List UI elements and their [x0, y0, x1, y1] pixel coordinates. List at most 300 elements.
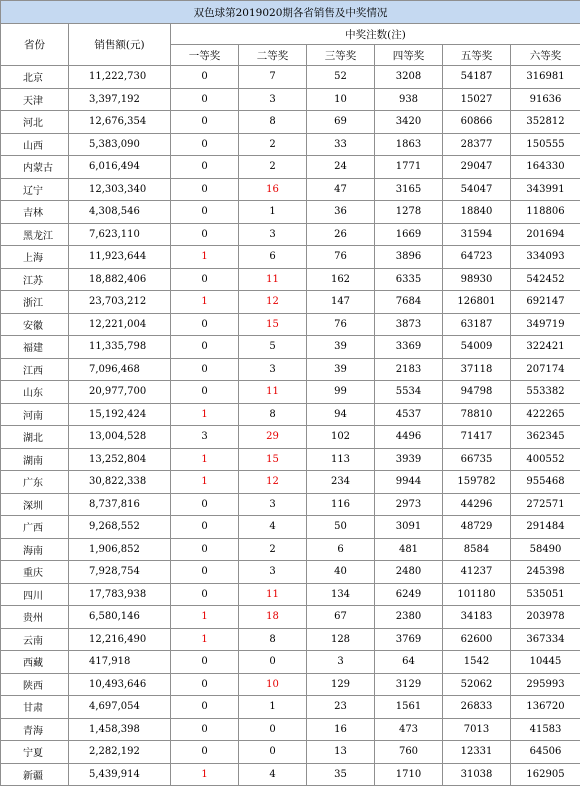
table-row [1, 381, 580, 404]
cell-prize-5: 54009 [443, 336, 511, 359]
table-title: 双色球第2019020期各省销售及中奖情况 [1, 1, 580, 24]
cell-sales: 11,335,798 [69, 336, 171, 359]
cell-prize-6: 91636 [511, 88, 580, 111]
table-row [1, 223, 580, 246]
cell-prize-1: 0 [171, 696, 239, 719]
cell-sales: 17,783,938 [69, 583, 171, 606]
cell-prize-2: 15 [239, 313, 307, 336]
cell-prize-6: 272571 [511, 493, 580, 516]
cell-prize-1: 0 [171, 673, 239, 696]
cell-prize-4: 4537 [375, 403, 443, 426]
table-row [1, 471, 580, 494]
cell-prize-5: 64723 [443, 246, 511, 269]
cell-sales: 20,977,700 [69, 381, 171, 404]
cell-prize-1: 0 [171, 268, 239, 291]
cell-province: 河北 [1, 111, 69, 134]
cell-sales: 9,268,552 [69, 516, 171, 539]
cell-prize-3: 16 [307, 718, 375, 741]
cell-prize-6: 207174 [511, 358, 580, 381]
cell-prize-6: 316981 [511, 66, 580, 89]
cell-sales: 15,192,424 [69, 403, 171, 426]
cell-prize-2: 8 [239, 628, 307, 651]
cell-prize-6: 150555 [511, 133, 580, 156]
cell-prize-5: 41237 [443, 561, 511, 584]
cell-sales: 1,458,398 [69, 718, 171, 741]
cell-prize-1: 3 [171, 426, 239, 449]
cell-prize-5: 15027 [443, 88, 511, 111]
cell-prize-4: 3896 [375, 246, 443, 269]
cell-prize-5: 159782 [443, 471, 511, 494]
cell-prize-2: 11 [239, 268, 307, 291]
cell-prize-2: 1 [239, 201, 307, 224]
cell-prize-3: 94 [307, 403, 375, 426]
cell-prize-2: 4 [239, 763, 307, 786]
table-row [1, 336, 580, 359]
cell-province: 吉林 [1, 201, 69, 224]
cell-prize-4: 3165 [375, 178, 443, 201]
cell-prize-5: 12331 [443, 741, 511, 764]
cell-prize-6: 535051 [511, 583, 580, 606]
cell-province: 山西 [1, 133, 69, 156]
cell-prize-1: 0 [171, 358, 239, 381]
cell-prize-2: 29 [239, 426, 307, 449]
table-row [1, 628, 580, 651]
cell-prize-1: 1 [171, 471, 239, 494]
cell-prize-3: 76 [307, 313, 375, 336]
cell-prize-1: 0 [171, 156, 239, 179]
cell-prize-1: 0 [171, 583, 239, 606]
cell-province: 安徽 [1, 313, 69, 336]
cell-prize-2: 5 [239, 336, 307, 359]
cell-sales: 4,308,546 [69, 201, 171, 224]
cell-province: 广东 [1, 471, 69, 494]
cell-prize-2: 0 [239, 718, 307, 741]
cell-prize-2: 0 [239, 651, 307, 674]
cell-prize-4: 3369 [375, 336, 443, 359]
cell-prize-3: 102 [307, 426, 375, 449]
cell-prize-1: 0 [171, 66, 239, 89]
cell-prize-3: 13 [307, 741, 375, 764]
cell-prize-4: 3420 [375, 111, 443, 134]
cell-sales: 11,222,730 [69, 66, 171, 89]
table-row [1, 583, 580, 606]
cell-prize-2: 11 [239, 583, 307, 606]
cell-prize-4: 3208 [375, 66, 443, 89]
cell-prize-1: 0 [171, 741, 239, 764]
cell-prize-6: 136720 [511, 696, 580, 719]
cell-prize-4: 2183 [375, 358, 443, 381]
cell-prize-3: 162 [307, 268, 375, 291]
cell-prize-2: 18 [239, 606, 307, 629]
table-row [1, 111, 580, 134]
cell-prize-6: 245398 [511, 561, 580, 584]
cell-prize-5: 48729 [443, 516, 511, 539]
cell-province: 北京 [1, 66, 69, 89]
cell-prize-3: 6 [307, 538, 375, 561]
cell-province: 广西 [1, 516, 69, 539]
cell-prize-4: 1669 [375, 223, 443, 246]
cell-province: 山东 [1, 381, 69, 404]
cell-prize-4: 473 [375, 718, 443, 741]
cell-prize-5: 71417 [443, 426, 511, 449]
table-row [1, 66, 580, 89]
cell-prize-5: 18840 [443, 201, 511, 224]
cell-prize-5: 34183 [443, 606, 511, 629]
cell-province: 贵州 [1, 606, 69, 629]
cell-sales: 12,676,354 [69, 111, 171, 134]
cell-prize-4: 5534 [375, 381, 443, 404]
cell-prize-1: 0 [171, 381, 239, 404]
cell-prize-6: 349719 [511, 313, 580, 336]
header-prize-4: 四等奖 [375, 45, 443, 66]
cell-prize-4: 1561 [375, 696, 443, 719]
cell-prize-3: 33 [307, 133, 375, 156]
table-row [1, 313, 580, 336]
cell-prize-3: 24 [307, 156, 375, 179]
table-row [1, 246, 580, 269]
cell-sales: 11,923,644 [69, 246, 171, 269]
cell-prize-5: 52062 [443, 673, 511, 696]
cell-prize-4: 7684 [375, 291, 443, 314]
header-winners-group: 中奖注数(注) [171, 24, 580, 45]
cell-province: 天津 [1, 88, 69, 111]
cell-prize-3: 67 [307, 606, 375, 629]
cell-prize-5: 29047 [443, 156, 511, 179]
table-body [1, 66, 580, 786]
cell-sales: 3,397,192 [69, 88, 171, 111]
table-row [1, 268, 580, 291]
cell-prize-6: 343991 [511, 178, 580, 201]
cell-province: 深圳 [1, 493, 69, 516]
table-row [1, 741, 580, 764]
table-row [1, 201, 580, 224]
cell-prize-5: 60866 [443, 111, 511, 134]
header-row-1 [1, 24, 580, 45]
cell-prize-5: 7013 [443, 718, 511, 741]
cell-prize-1: 0 [171, 516, 239, 539]
cell-prize-4: 3769 [375, 628, 443, 651]
header-prize-1: 一等奖 [171, 45, 239, 66]
cell-prize-4: 3939 [375, 448, 443, 471]
cell-prize-1: 1 [171, 628, 239, 651]
table-row [1, 606, 580, 629]
cell-prize-6: 553382 [511, 381, 580, 404]
cell-prize-4: 938 [375, 88, 443, 111]
cell-prize-3: 69 [307, 111, 375, 134]
cell-prize-6: 692147 [511, 291, 580, 314]
cell-prize-3: 134 [307, 583, 375, 606]
cell-prize-1: 1 [171, 448, 239, 471]
cell-prize-2: 12 [239, 291, 307, 314]
cell-prize-1: 0 [171, 88, 239, 111]
cell-prize-3: 147 [307, 291, 375, 314]
cell-prize-6: 334093 [511, 246, 580, 269]
cell-prize-3: 39 [307, 358, 375, 381]
table-row [1, 718, 580, 741]
cell-sales: 12,303,340 [69, 178, 171, 201]
cell-prize-4: 1278 [375, 201, 443, 224]
cell-prize-5: 62600 [443, 628, 511, 651]
cell-prize-6: 58490 [511, 538, 580, 561]
cell-sales: 12,216,490 [69, 628, 171, 651]
cell-sales: 12,221,004 [69, 313, 171, 336]
cell-sales: 30,822,338 [69, 471, 171, 494]
cell-prize-3: 36 [307, 201, 375, 224]
cell-sales: 4,697,054 [69, 696, 171, 719]
table-row [1, 763, 580, 786]
cell-prize-1: 0 [171, 538, 239, 561]
table-row [1, 291, 580, 314]
cell-prize-4: 2973 [375, 493, 443, 516]
cell-prize-3: 234 [307, 471, 375, 494]
cell-province: 湖北 [1, 426, 69, 449]
cell-sales: 18,882,406 [69, 268, 171, 291]
cell-province: 河南 [1, 403, 69, 426]
cell-prize-1: 0 [171, 133, 239, 156]
cell-province: 陕西 [1, 673, 69, 696]
cell-province: 上海 [1, 246, 69, 269]
cell-prize-6: 542452 [511, 268, 580, 291]
cell-prize-5: 26833 [443, 696, 511, 719]
cell-prize-4: 3873 [375, 313, 443, 336]
cell-prize-3: 128 [307, 628, 375, 651]
cell-prize-5: 1542 [443, 651, 511, 674]
table-row [1, 426, 580, 449]
header-sales: 销售额(元) [69, 24, 171, 66]
cell-prize-5: 54187 [443, 66, 511, 89]
cell-prize-2: 7 [239, 66, 307, 89]
cell-prize-4: 9944 [375, 471, 443, 494]
cell-prize-1: 1 [171, 606, 239, 629]
cell-prize-6: 400552 [511, 448, 580, 471]
cell-prize-5: 31594 [443, 223, 511, 246]
cell-province: 宁夏 [1, 741, 69, 764]
cell-prize-5: 98930 [443, 268, 511, 291]
cell-province: 黑龙江 [1, 223, 69, 246]
cell-prize-2: 2 [239, 156, 307, 179]
cell-prize-6: 118806 [511, 201, 580, 224]
cell-sales: 13,004,528 [69, 426, 171, 449]
cell-prize-2: 8 [239, 111, 307, 134]
cell-prize-6: 164330 [511, 156, 580, 179]
cell-prize-6: 352812 [511, 111, 580, 134]
cell-prize-1: 0 [171, 223, 239, 246]
cell-prize-2: 2 [239, 133, 307, 156]
cell-prize-3: 99 [307, 381, 375, 404]
cell-prize-5: 126801 [443, 291, 511, 314]
cell-prize-2: 3 [239, 561, 307, 584]
cell-prize-5: 54047 [443, 178, 511, 201]
table-row [1, 448, 580, 471]
cell-prize-5: 94798 [443, 381, 511, 404]
table-row [1, 673, 580, 696]
cell-prize-6: 367334 [511, 628, 580, 651]
table-row [1, 133, 580, 156]
cell-prize-1: 0 [171, 493, 239, 516]
cell-prize-1: 1 [171, 403, 239, 426]
cell-prize-1: 1 [171, 246, 239, 269]
cell-sales: 5,439,914 [69, 763, 171, 786]
cell-prize-3: 113 [307, 448, 375, 471]
cell-prize-4: 481 [375, 538, 443, 561]
cell-prize-4: 1863 [375, 133, 443, 156]
cell-prize-5: 37118 [443, 358, 511, 381]
cell-prize-4: 6335 [375, 268, 443, 291]
cell-prize-6: 162905 [511, 763, 580, 786]
cell-prize-3: 129 [307, 673, 375, 696]
cell-prize-1: 0 [171, 718, 239, 741]
cell-prize-4: 760 [375, 741, 443, 764]
cell-prize-4: 6249 [375, 583, 443, 606]
cell-sales: 8,737,816 [69, 493, 171, 516]
cell-prize-6: 295993 [511, 673, 580, 696]
cell-prize-5: 31038 [443, 763, 511, 786]
cell-province: 新疆 [1, 763, 69, 786]
cell-prize-5: 44296 [443, 493, 511, 516]
cell-province: 江苏 [1, 268, 69, 291]
cell-prize-2: 16 [239, 178, 307, 201]
cell-province: 甘肃 [1, 696, 69, 719]
cell-prize-2: 8 [239, 403, 307, 426]
cell-prize-3: 52 [307, 66, 375, 89]
cell-prize-4: 1710 [375, 763, 443, 786]
cell-prize-6: 322421 [511, 336, 580, 359]
cell-prize-2: 12 [239, 471, 307, 494]
cell-province: 辽宁 [1, 178, 69, 201]
table-row [1, 561, 580, 584]
cell-sales: 5,383,090 [69, 133, 171, 156]
cell-prize-6: 64506 [511, 741, 580, 764]
cell-prize-2: 10 [239, 673, 307, 696]
cell-prize-2: 3 [239, 88, 307, 111]
table-row [1, 358, 580, 381]
cell-prize-3: 116 [307, 493, 375, 516]
cell-sales: 7,623,110 [69, 223, 171, 246]
cell-prize-4: 64 [375, 651, 443, 674]
cell-prize-1: 0 [171, 336, 239, 359]
header-prize-3: 三等奖 [307, 45, 375, 66]
cell-sales: 417,918 [69, 651, 171, 674]
cell-prize-3: 39 [307, 336, 375, 359]
header-province: 省份 [1, 24, 69, 66]
cell-prize-4: 4496 [375, 426, 443, 449]
cell-sales: 13,252,804 [69, 448, 171, 471]
cell-prize-2: 3 [239, 493, 307, 516]
cell-sales: 10,493,646 [69, 673, 171, 696]
cell-prize-3: 50 [307, 516, 375, 539]
table-row [1, 178, 580, 201]
cell-prize-1: 0 [171, 111, 239, 134]
cell-prize-3: 23 [307, 696, 375, 719]
cell-prize-4: 2480 [375, 561, 443, 584]
cell-prize-6: 10445 [511, 651, 580, 674]
cell-prize-1: 0 [171, 313, 239, 336]
cell-prize-5: 101180 [443, 583, 511, 606]
cell-sales: 2,282,192 [69, 741, 171, 764]
cell-prize-6: 422265 [511, 403, 580, 426]
cell-prize-2: 1 [239, 696, 307, 719]
cell-province: 重庆 [1, 561, 69, 584]
cell-prize-2: 11 [239, 381, 307, 404]
cell-sales: 1,906,852 [69, 538, 171, 561]
header-prize-2: 二等奖 [239, 45, 307, 66]
cell-province: 海南 [1, 538, 69, 561]
cell-prize-1: 0 [171, 178, 239, 201]
cell-prize-4: 1771 [375, 156, 443, 179]
table-title-row [1, 1, 580, 24]
cell-sales: 6,580,146 [69, 606, 171, 629]
cell-prize-2: 0 [239, 741, 307, 764]
cell-prize-1: 1 [171, 291, 239, 314]
cell-prize-6: 203978 [511, 606, 580, 629]
cell-prize-5: 78810 [443, 403, 511, 426]
cell-prize-6: 362345 [511, 426, 580, 449]
cell-province: 内蒙古 [1, 156, 69, 179]
cell-prize-2: 3 [239, 223, 307, 246]
cell-prize-2: 15 [239, 448, 307, 471]
header-prize-6: 六等奖 [511, 45, 580, 66]
cell-prize-1: 1 [171, 763, 239, 786]
cell-prize-5: 28377 [443, 133, 511, 156]
cell-prize-6: 291484 [511, 516, 580, 539]
table-row [1, 696, 580, 719]
cell-province: 云南 [1, 628, 69, 651]
table-row [1, 88, 580, 111]
cell-prize-5: 63187 [443, 313, 511, 336]
cell-prize-1: 0 [171, 561, 239, 584]
cell-province: 四川 [1, 583, 69, 606]
cell-prize-3: 76 [307, 246, 375, 269]
cell-prize-3: 26 [307, 223, 375, 246]
cell-prize-1: 0 [171, 651, 239, 674]
cell-prize-1: 0 [171, 201, 239, 224]
cell-prize-5: 8584 [443, 538, 511, 561]
header-prize-5: 五等奖 [443, 45, 511, 66]
cell-prize-6: 201694 [511, 223, 580, 246]
cell-province: 青海 [1, 718, 69, 741]
cell-prize-4: 3091 [375, 516, 443, 539]
cell-sales: 6,016,494 [69, 156, 171, 179]
cell-province: 西藏 [1, 651, 69, 674]
cell-prize-4: 3129 [375, 673, 443, 696]
table-row [1, 516, 580, 539]
cell-prize-3: 40 [307, 561, 375, 584]
cell-sales: 23,703,212 [69, 291, 171, 314]
cell-prize-6: 41583 [511, 718, 580, 741]
cell-prize-3: 10 [307, 88, 375, 111]
table-row [1, 403, 580, 426]
table-row [1, 538, 580, 561]
cell-sales: 7,096,468 [69, 358, 171, 381]
cell-prize-3: 3 [307, 651, 375, 674]
cell-province: 湖南 [1, 448, 69, 471]
cell-prize-2: 6 [239, 246, 307, 269]
cell-province: 浙江 [1, 291, 69, 314]
cell-province: 福建 [1, 336, 69, 359]
cell-prize-3: 47 [307, 178, 375, 201]
table-row [1, 156, 580, 179]
cell-prize-6: 955468 [511, 471, 580, 494]
cell-prize-2: 3 [239, 358, 307, 381]
cell-prize-5: 66735 [443, 448, 511, 471]
cell-prize-2: 4 [239, 516, 307, 539]
cell-province: 江西 [1, 358, 69, 381]
cell-sales: 7,928,754 [69, 561, 171, 584]
cell-prize-3: 35 [307, 763, 375, 786]
cell-prize-4: 2380 [375, 606, 443, 629]
table-row [1, 651, 580, 674]
table-row [1, 493, 580, 516]
